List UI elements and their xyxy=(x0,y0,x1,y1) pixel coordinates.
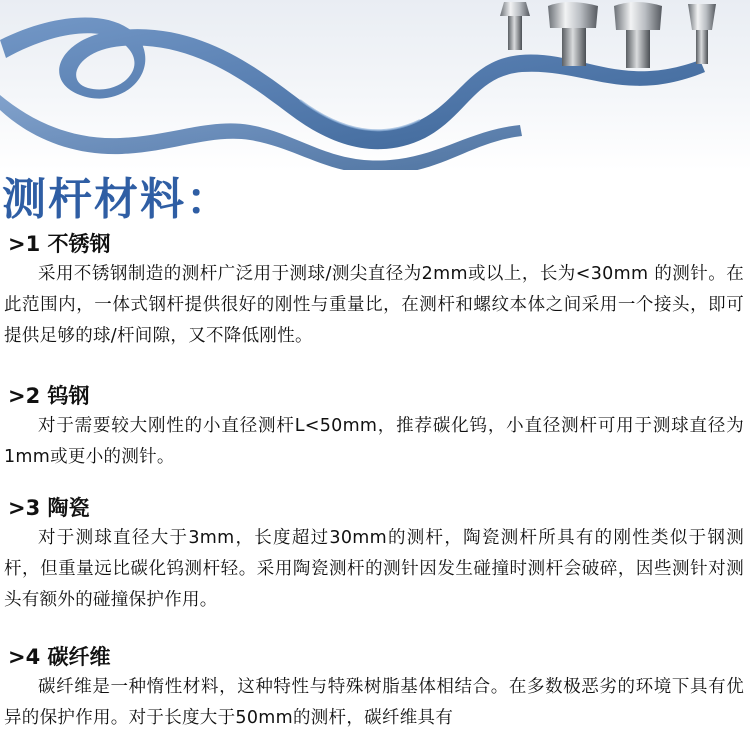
section-heading: >1 不锈钢 xyxy=(8,232,111,256)
section-heading: >2 钨钢 xyxy=(8,384,90,408)
page-title: 测杆材料： xyxy=(2,174,232,225)
section-ceramic xyxy=(0,493,750,616)
section-heading: >3 陶瓷 xyxy=(8,496,90,520)
ribbon-illustration xyxy=(0,0,750,170)
section-paragraph: 采用不锈钢制造的测杆广泛用于测球/测尖直径为2mm或以上，长为<30mm 的测针。在此范围内，一体式钢杆提供很好的刚性与重量比，在测杆和螺纹本体之间采用一个接头，即可提供足够的球/杆间隙，又不降低刚性。 xyxy=(4,264,744,346)
section-heading: >4 碳纤维 xyxy=(8,645,111,669)
section-paragraph: 碳纤维是一种惰性材料，这种特性与特殊树脂基体相结合。在多数极恶劣的环境下具有优异的保护作用。对于长度大于50mm的测杆，碳纤维具有 xyxy=(4,677,744,728)
ribbon-shape xyxy=(0,18,705,171)
header-banner xyxy=(0,0,750,170)
section-stainless-steel xyxy=(0,229,750,352)
section-carbon-fiber xyxy=(0,642,750,734)
section-tungsten-steel xyxy=(0,381,750,473)
section-paragraph: 对于需要较大刚性的小直径测杆L<50mm，推荐碳化钨，小直径测杆可用于测球直径为1mm或更小的测针。 xyxy=(4,416,744,467)
section-paragraph: 对于测球直径大于3mm，长度超过30mm的测杆，陶瓷测杆所具有的刚性类似于钢测杆，但重量远比碳化钨测杆轻。采用陶瓷测杆的测针因发生碰撞时测杆会破碎，因些测针对测头有额外的碰撞保护作用。 xyxy=(4,528,744,610)
